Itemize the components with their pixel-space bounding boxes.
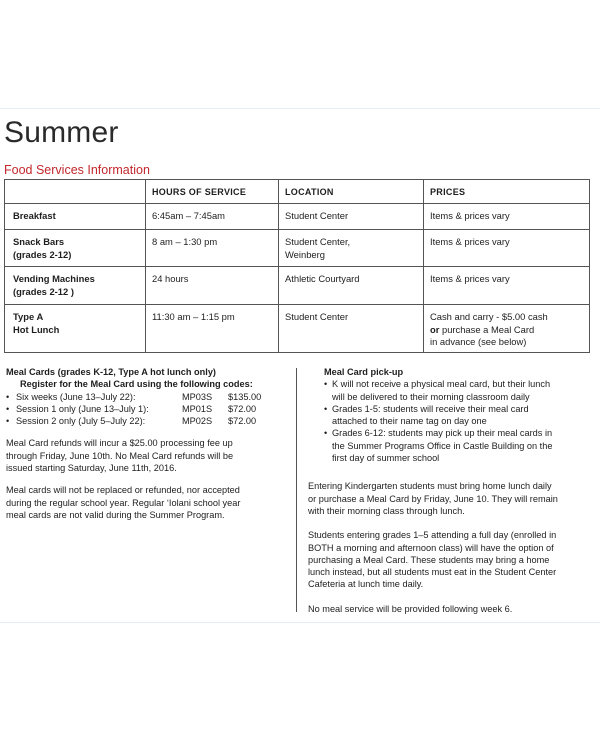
column-divider (296, 368, 297, 612)
service-location (279, 204, 424, 230)
bullet-line: will be delivered to their morning classroom daily (332, 391, 530, 402)
service-location (279, 305, 424, 353)
list-item (324, 427, 592, 464)
service-prices-line: Items & prices vary (430, 210, 510, 221)
service-name-line: (grades 2-12) (13, 248, 72, 260)
paragraph-line: meal cards are not valid during the Summer Program. (6, 509, 225, 520)
table-row (5, 267, 590, 305)
food-services-table (4, 179, 590, 353)
service-hours-line: 8 am – 1:30 pm (152, 236, 218, 247)
meal-cards-heading: Meal Cards (grades K-12, Type A hot lunch only) (6, 367, 216, 377)
replacement-paragraph (6, 484, 291, 521)
option-price: $135.00 (228, 391, 262, 402)
paragraph-line: or purchase a Meal Card by Friday, June 10. They will remain (308, 493, 558, 504)
service-prices-line: Cash and carry - $5.00 cash (430, 311, 548, 322)
service-prices (424, 204, 590, 230)
service-name (5, 230, 146, 267)
option-code: MP02S (182, 416, 213, 427)
service-name (5, 305, 146, 353)
service-hours-line: 6:45am – 7:45am (152, 210, 225, 221)
bullet-line: first day of summer school (332, 453, 440, 464)
service-hours (146, 305, 279, 353)
table-row (5, 305, 590, 353)
table-header-prices: PRICES (424, 180, 590, 204)
page-title: Summer (4, 116, 119, 149)
service-prices (424, 267, 590, 305)
pickup-bullets (308, 378, 592, 464)
service-hours (146, 204, 279, 230)
prices-or-prefix: or (430, 323, 440, 335)
service-prices-line (430, 324, 583, 337)
service-location-line: Student Center, (285, 236, 351, 247)
paragraph-line: Meal cards will not be replaced or refunded, nor accepted (6, 485, 240, 496)
service-location-line: Weinberg (285, 248, 325, 260)
prices-line-text: purchase a Meal Card (441, 323, 535, 335)
option-label: • Six weeks (June 13–July 22): (16, 391, 136, 402)
table-header-blank (5, 180, 146, 204)
list-item (324, 403, 592, 428)
grades-paragraph (308, 529, 592, 590)
option-label: • Session 1 only (June 13–July 1): (16, 403, 149, 414)
paragraph-line: BOTH a morning and afternoon class) will have the option of (308, 542, 554, 553)
service-name (5, 267, 146, 305)
paragraph-line: during the regular school year. Regular ʻIolani school year (6, 497, 241, 508)
paragraph-line: with their morning class through lunch. (308, 505, 465, 516)
option-price: $72.00 (228, 416, 257, 427)
bullet-line: • K will not receive a physical meal card, but their lunch (332, 379, 551, 390)
bullet-line: attached to their name tag on day one (332, 416, 487, 427)
service-location-line: Student Center (285, 210, 349, 221)
option-code: MP01S (182, 403, 213, 414)
service-name-line: Vending Machines (13, 273, 95, 284)
table-header-row (5, 180, 590, 204)
list-item (6, 415, 291, 427)
paragraph-line: issued starting Saturday, June 11th, 2016. (6, 463, 177, 474)
paragraph-line: Cafeteria at lunch time daily. (308, 579, 424, 590)
service-name-line: (grades 2-12 ) (13, 285, 74, 297)
paragraph-line: purchasing a Meal Card. These students may bring a home (308, 554, 550, 565)
service-prices-line: Items & prices vary (430, 236, 510, 247)
meal-card-options (6, 391, 291, 428)
table-header-location: LOCATION (279, 180, 424, 204)
table-header-hours: HOURS OF SERVICE (146, 180, 279, 204)
paragraph-line: lunch instead, but all students must eat in the Student Center (308, 567, 557, 578)
paragraph-line: Meal Card refunds will incur a $25.00 processing fee up (6, 438, 233, 449)
meal-cards-section (6, 366, 291, 521)
table-row (5, 204, 590, 230)
bullet-line: • Grades 6-12: students may pick up their meal cards in (332, 428, 553, 439)
bullet-line: the Summer Programs Office in Castle Building on the (332, 440, 553, 451)
service-hours (146, 230, 279, 267)
service-name (5, 204, 146, 230)
service-hours-line: 24 hours (152, 273, 189, 284)
service-name-line: Breakfast (13, 210, 56, 221)
service-hours-line: 11:30 am – 1:15 pm (152, 311, 235, 322)
service-name-line: Snack Bars (13, 236, 65, 247)
service-location (279, 230, 424, 267)
service-prices (424, 230, 590, 267)
service-name-line: Hot Lunch (13, 323, 60, 335)
service-location (279, 267, 424, 305)
service-location-line: Athletic Courtyard (285, 273, 360, 284)
top-margin (0, 0, 600, 108)
option-label: • Session 2 only (July 5–July 22): (16, 416, 146, 427)
register-instructions: Register for the Meal Card using the following codes: (20, 379, 253, 390)
list-item (6, 391, 291, 403)
page-top-edge (0, 108, 600, 109)
paragraph-line: through Friday, June 10th. No Meal Card refunds will be (6, 450, 234, 461)
option-price: $72.00 (228, 403, 257, 414)
service-prices-line: Items & prices vary (430, 273, 510, 284)
refund-paragraph (6, 437, 291, 474)
bullet-line: • Grades 1-5: students will receive their meal card (332, 403, 529, 414)
service-hours (146, 267, 279, 305)
paragraph-line: Students entering grades 1–5 attending a full day (enrolled in (308, 530, 557, 541)
table-row (5, 230, 590, 267)
service-location-line: Student Center (285, 311, 349, 322)
list-item (324, 378, 592, 403)
service-prices (424, 305, 590, 353)
option-code: MP03S (182, 391, 213, 402)
list-item (6, 403, 291, 415)
paragraph-line: Entering Kindergarten students must bring home lunch daily (308, 481, 552, 492)
meal-card-pickup-section (308, 366, 592, 615)
pickup-heading: Meal Card pick-up (324, 367, 404, 377)
bottom-margin (0, 623, 600, 730)
no-service-note: No meal service will be provided following week 6. (308, 603, 513, 614)
section-subtitle: Food Services Information (4, 163, 150, 177)
kindergarten-paragraph (308, 480, 592, 517)
service-name-line: Type A (13, 311, 44, 322)
service-prices-line: in advance (see below) (430, 336, 527, 347)
